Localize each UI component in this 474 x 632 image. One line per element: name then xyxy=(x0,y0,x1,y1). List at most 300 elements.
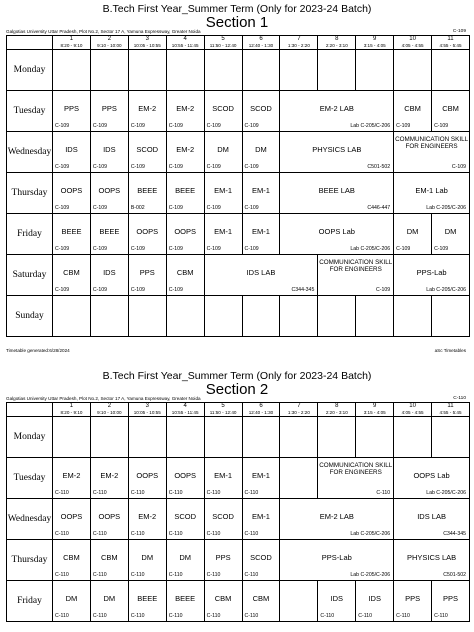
class-cell xyxy=(242,458,280,499)
room-code: C-110 xyxy=(244,490,259,496)
room-code: C-110 xyxy=(358,613,372,619)
class-cell xyxy=(166,458,204,499)
day-label: Saturday xyxy=(7,255,53,296)
empty-cell xyxy=(128,50,166,91)
period-time: 10:05 - 10:55 xyxy=(133,42,161,48)
class-cell xyxy=(128,132,166,173)
empty-cell xyxy=(394,296,432,337)
room-code: Lab C-205/C-206 xyxy=(426,205,466,211)
empty-cell xyxy=(90,417,128,458)
subject-name: DM xyxy=(255,145,267,154)
room-code: C-109 xyxy=(434,123,449,129)
class-cell xyxy=(128,173,166,214)
subject-name: EM-2 LAB xyxy=(319,512,354,521)
empty-cell xyxy=(356,296,394,337)
class-cell xyxy=(242,132,280,173)
section1-room: C-109 xyxy=(452,29,466,34)
class-cell xyxy=(128,540,166,581)
period-header xyxy=(280,36,318,50)
subject-name: EM-2 xyxy=(100,471,119,480)
lab-cell xyxy=(318,458,394,499)
empty-cell xyxy=(280,296,318,337)
subject-name: DM xyxy=(65,594,78,603)
empty-cell xyxy=(204,50,242,91)
period-header xyxy=(356,403,394,417)
class-cell xyxy=(90,91,128,132)
room-code: C-110 xyxy=(244,572,259,578)
period-header xyxy=(394,36,432,50)
room-code: C-110 xyxy=(130,613,145,619)
period-header xyxy=(318,36,356,50)
lab-cell xyxy=(394,132,470,173)
subject-name: PPS xyxy=(63,104,79,113)
empty-cell xyxy=(432,50,470,91)
lab-cell xyxy=(394,458,470,499)
class-cell xyxy=(53,132,91,173)
empty-cell xyxy=(90,296,128,337)
class-cell xyxy=(204,581,242,622)
room-code: C-109 xyxy=(168,287,183,293)
class-cell xyxy=(90,173,128,214)
room-code: C-110 xyxy=(92,572,107,578)
day-row xyxy=(7,173,470,214)
room-code: C-109 xyxy=(55,246,70,252)
empty-cell xyxy=(432,296,470,337)
class-cell xyxy=(53,91,91,132)
period-header xyxy=(280,403,318,417)
day-row xyxy=(7,91,470,132)
period-header xyxy=(242,403,280,417)
empty-cell xyxy=(280,458,318,499)
subject-name: SCOD xyxy=(250,104,272,113)
period-time: 10:55 - 11:45 xyxy=(171,409,199,415)
period-time: 1:30 - 2:20 xyxy=(287,42,310,48)
period-header xyxy=(90,36,128,50)
subject-name: SCOD xyxy=(212,512,234,521)
period-number: 7 xyxy=(297,403,301,409)
room-code: C-109 xyxy=(244,205,259,211)
empty-cell xyxy=(53,296,91,337)
period-number: 6 xyxy=(259,403,263,409)
empty-cell xyxy=(432,417,470,458)
period-header xyxy=(242,36,280,50)
day-label: Friday xyxy=(7,214,53,255)
period-number: 11 xyxy=(447,36,454,42)
room-code: C-109 xyxy=(206,164,221,170)
subject-name: IDS LAB xyxy=(246,268,276,277)
subject-name: EM-1 xyxy=(252,512,270,521)
subject-name: CBM xyxy=(404,104,421,113)
period-time: 4:05 - 4:55 xyxy=(401,42,424,48)
room-code: C-110 xyxy=(206,490,221,496)
room-code: C-110 xyxy=(434,613,448,619)
subject-name: IDS xyxy=(103,268,116,277)
period-time: 10:05 - 10:55 xyxy=(133,409,161,415)
class-cell xyxy=(356,581,394,622)
asc-timetables-note: aSc Timetables xyxy=(434,348,466,353)
subject-name: CBM xyxy=(63,268,80,277)
day-label: Thursday xyxy=(7,540,53,581)
empty-cell xyxy=(166,50,204,91)
period-number: 10 xyxy=(409,36,416,42)
period-number: 9 xyxy=(373,403,377,409)
class-cell xyxy=(204,91,242,132)
period-time: 4:55 - 5:45 xyxy=(439,409,462,415)
subject-name: PPS-Lab xyxy=(416,268,447,277)
class-cell xyxy=(166,91,204,132)
subject-name: SCOD xyxy=(212,104,234,113)
subject-name: OOPS xyxy=(136,471,159,480)
subject-name: EM-2 xyxy=(176,104,195,113)
subject-name: PHYSICS LAB xyxy=(312,145,362,154)
period-number: 4 xyxy=(183,403,187,409)
empty-cell xyxy=(394,417,432,458)
period-number: 3 xyxy=(145,403,149,409)
class-cell xyxy=(204,458,242,499)
subject-name: CBM xyxy=(252,594,270,603)
day-row xyxy=(7,50,470,91)
period-header xyxy=(90,403,128,417)
room-code: C-109 xyxy=(55,287,70,293)
empty-cell xyxy=(356,50,394,91)
subject-name: COMMUNICATION SKILL FOR ENGINEERS xyxy=(319,462,393,476)
timetable-generated-note: Timetable generated:6/28/2024 xyxy=(6,348,70,353)
room-code: C-109 xyxy=(434,246,449,252)
class-cell xyxy=(394,91,432,132)
room-code: C-109 xyxy=(168,123,183,129)
period-time: 3:15 - 4:05 xyxy=(363,42,386,48)
subject-name: SCOD xyxy=(136,145,159,154)
subject-name: EM-2 LAB xyxy=(319,104,354,113)
room-code: C-109 xyxy=(376,287,391,293)
class-cell xyxy=(166,581,204,622)
subject-name: DM xyxy=(406,227,419,236)
day-label: Tuesday xyxy=(7,91,53,132)
room-code: C-109 xyxy=(244,164,259,170)
subject-name: CBM xyxy=(442,104,459,113)
day-row xyxy=(7,540,470,581)
class-cell xyxy=(166,499,204,540)
subject-name: BEEE LAB xyxy=(318,186,355,195)
day-label: Sunday xyxy=(7,296,53,337)
room-code: C-109 xyxy=(55,205,70,211)
room-code: C-109 xyxy=(55,123,70,129)
subject-name: PHYSICS LAB xyxy=(406,553,457,562)
section2-room: C-110 xyxy=(453,396,466,401)
lab-cell xyxy=(204,255,318,296)
room-code: C-109 xyxy=(92,123,108,129)
empty-cell xyxy=(204,417,242,458)
empty-cell xyxy=(242,50,280,91)
period-time: 8:20 - 9:10 xyxy=(60,409,83,415)
class-cell xyxy=(242,499,280,540)
subject-name: EM-2 xyxy=(176,145,195,154)
class-cell xyxy=(53,458,91,499)
room-code: C-110 xyxy=(396,613,410,619)
subject-name: EM-2 xyxy=(138,104,157,113)
subject-name: OOPS xyxy=(174,227,197,236)
subject-name: BEEE xyxy=(175,594,196,603)
day-row xyxy=(7,132,470,173)
section1-address: Galgotias University Uttar Pradesh, Plot No.2, Sector 17 A, Yamuna Expressway, Greater Noida xyxy=(6,29,201,34)
period-header xyxy=(432,403,470,417)
day-label: Monday xyxy=(7,50,53,91)
day-label: Wednesday xyxy=(7,499,53,540)
room-code: C446-447 xyxy=(367,205,391,211)
class-cell xyxy=(53,255,91,296)
period-number: 3 xyxy=(145,36,149,42)
class-cell xyxy=(394,214,432,255)
period-header xyxy=(166,403,204,417)
room-code: C-109 xyxy=(244,246,259,252)
period-time: 12:40 - 1:30 xyxy=(248,409,274,415)
lab-cell xyxy=(394,499,470,540)
class-cell xyxy=(204,173,242,214)
period-number: 5 xyxy=(221,403,225,409)
period-number: 9 xyxy=(373,36,377,42)
room-code: C-110 xyxy=(376,490,391,496)
class-cell xyxy=(128,214,166,255)
period-header xyxy=(128,36,166,50)
room-code: C-109 xyxy=(92,287,108,293)
lab-cell xyxy=(394,540,470,581)
subject-name: CBM xyxy=(214,594,232,603)
day-row xyxy=(7,296,470,337)
class-cell xyxy=(242,214,280,255)
room-code: C-110 xyxy=(92,490,107,496)
room-code: C501-502 xyxy=(443,572,466,578)
room-code: C-110 xyxy=(206,572,221,578)
period-time: 2:20 - 3:10 xyxy=(325,409,348,415)
subject-name: IDS xyxy=(368,594,381,603)
room-code: C-110 xyxy=(92,613,107,619)
room-code: C-110 xyxy=(55,572,69,578)
class-cell xyxy=(204,132,242,173)
period-number: 7 xyxy=(297,36,301,42)
lab-cell xyxy=(280,214,394,255)
room-code: C-110 xyxy=(130,490,145,496)
subject-name: SCOD xyxy=(250,553,272,562)
subject-name: PPS xyxy=(443,594,459,603)
subject-name: IDS xyxy=(103,145,116,154)
lab-cell xyxy=(394,173,470,214)
room-code: Lab C-205/C-206 xyxy=(350,531,391,537)
class-cell xyxy=(394,581,432,622)
subject-name: EM-1 xyxy=(214,471,233,480)
empty-cell xyxy=(128,417,166,458)
day-row xyxy=(7,255,470,296)
lab-cell xyxy=(280,499,394,540)
subject-name: BEEE xyxy=(137,186,158,195)
class-cell xyxy=(53,173,91,214)
subject-name: COMMUNICATION SKILL FOR ENGINEERS xyxy=(319,259,393,273)
room-code: C-110 xyxy=(168,490,183,496)
subject-name: DM xyxy=(103,594,116,603)
class-cell xyxy=(318,581,356,622)
room-code: B-002 xyxy=(130,205,145,211)
room-code: C-109 xyxy=(168,205,183,211)
room-code: C-110 xyxy=(320,613,335,619)
room-code: Lab C-205/C-206 xyxy=(350,123,391,129)
period-number: 10 xyxy=(409,403,416,409)
period-header xyxy=(128,403,166,417)
empty-cell xyxy=(280,581,318,622)
subject-name: EM-2 xyxy=(138,512,157,521)
day-row xyxy=(7,458,470,499)
room-code: C-109 xyxy=(168,246,183,252)
day-label: Friday xyxy=(7,581,53,622)
day-label: Tuesday xyxy=(7,458,53,499)
period-time: 2:20 - 3:10 xyxy=(325,42,348,48)
period-number: 11 xyxy=(447,403,454,409)
period-number: 1 xyxy=(69,403,74,409)
room-code: Lab C-205/C-206 xyxy=(350,572,391,578)
room-code: C-109 xyxy=(206,205,221,211)
room-code: C-109 xyxy=(206,123,221,129)
period-time: 3:15 - 4:05 xyxy=(363,409,386,415)
class-cell xyxy=(166,540,204,581)
lab-cell xyxy=(280,132,394,173)
subject-name: SCOD xyxy=(174,512,196,521)
subject-name: OOPS xyxy=(60,186,83,195)
room-code: C-110 xyxy=(55,613,69,619)
period-number: 2 xyxy=(107,36,112,42)
subject-name: OOPS xyxy=(98,186,121,195)
empty-cell xyxy=(356,417,394,458)
subject-name: EM-1 Lab xyxy=(415,186,448,195)
room-code: C-110 xyxy=(168,572,183,578)
room-code: C-110 xyxy=(55,490,69,496)
subject-name: BEEE xyxy=(175,186,196,195)
lab-cell xyxy=(280,540,394,581)
class-cell xyxy=(242,173,280,214)
period-time: 9:10 - 10:00 xyxy=(97,42,122,48)
subject-name: DM xyxy=(179,553,191,562)
class-cell xyxy=(128,458,166,499)
room-code: C-109 xyxy=(206,246,221,252)
period-time: 8:20 - 9:10 xyxy=(60,42,83,48)
class-cell xyxy=(128,91,166,132)
section2-timetable xyxy=(6,402,470,622)
lab-cell xyxy=(280,173,394,214)
room-code: C-110 xyxy=(244,613,259,619)
lab-cell xyxy=(280,91,394,132)
class-cell xyxy=(242,540,280,581)
period-number: 8 xyxy=(335,36,339,42)
class-cell xyxy=(90,581,128,622)
class-cell xyxy=(128,255,166,296)
period-header xyxy=(204,36,242,50)
class-cell xyxy=(53,499,91,540)
class-cell xyxy=(90,540,128,581)
class-cell xyxy=(242,91,280,132)
period-number: 2 xyxy=(107,403,112,409)
period-header xyxy=(204,403,242,417)
subject-name: PPS-Lab xyxy=(321,553,352,562)
day-row xyxy=(7,214,470,255)
subject-name: PPS xyxy=(101,104,117,113)
subject-name: PPS xyxy=(139,268,155,277)
class-cell xyxy=(53,581,91,622)
section1-timetable xyxy=(6,35,470,337)
day-row xyxy=(7,417,470,458)
room-code: C-110 xyxy=(168,531,183,537)
subject-name: OOPS Lab xyxy=(413,471,450,480)
section2-address: Galgotias University Uttar Pradesh, Plot No.2, Sector 17 A, Yamuna Expressway, Greater Noida xyxy=(6,396,201,401)
period-time: 11:50 - 12:40 xyxy=(209,42,237,48)
empty-cell xyxy=(53,417,91,458)
period-number: 4 xyxy=(183,36,187,42)
period-number: 5 xyxy=(221,36,225,42)
room-code: C-109 xyxy=(130,123,145,129)
subject-name: CBM xyxy=(176,268,194,277)
period-number: 6 xyxy=(259,36,263,42)
class-cell xyxy=(242,581,280,622)
class-cell xyxy=(432,91,470,132)
room-code: C-109 xyxy=(92,205,108,211)
class-cell xyxy=(90,499,128,540)
class-cell xyxy=(432,214,470,255)
class-cell xyxy=(90,458,128,499)
header-corner-cell xyxy=(7,36,53,50)
room-code: Lab C-205/C-206 xyxy=(426,490,466,496)
room-code: C-110 xyxy=(130,531,145,537)
empty-cell xyxy=(318,417,356,458)
day-label: Monday xyxy=(7,417,53,458)
class-cell xyxy=(53,214,91,255)
room-code: C-109 xyxy=(130,164,145,170)
period-time: 1:30 - 2:20 xyxy=(287,409,310,415)
empty-cell xyxy=(394,50,432,91)
empty-cell xyxy=(166,296,204,337)
subject-name: EM-1 xyxy=(214,227,233,236)
room-code: C-109 xyxy=(244,123,259,129)
period-number: 1 xyxy=(69,36,74,42)
period-header xyxy=(53,403,91,417)
section2-heading: Section 2 xyxy=(205,381,269,398)
room-code: C-109 xyxy=(130,246,145,252)
subject-name: PPS xyxy=(215,553,231,562)
class-cell xyxy=(128,499,166,540)
subject-name: EM-1 xyxy=(252,227,270,236)
period-time: 11:50 - 12:40 xyxy=(209,409,237,415)
class-cell xyxy=(166,255,204,296)
subject-name: CBM xyxy=(101,553,118,562)
period-header xyxy=(356,36,394,50)
class-cell xyxy=(90,255,128,296)
empty-cell xyxy=(128,296,166,337)
day-label: Wednesday xyxy=(7,132,53,173)
subject-name: IDS LAB xyxy=(417,512,446,521)
subject-name: COMMUNICATION SKILL FOR ENGINEERS xyxy=(395,136,469,150)
day-row xyxy=(7,499,470,540)
class-cell xyxy=(204,214,242,255)
period-time: 10:55 - 11:45 xyxy=(171,42,199,48)
room-code: C-110 xyxy=(206,613,221,619)
subject-name: IDS xyxy=(330,594,344,603)
subject-name: BEEE xyxy=(99,227,120,236)
subject-name: EM-1 xyxy=(252,471,270,480)
subject-name: DM xyxy=(217,145,229,154)
section2-title: B.Tech First Year_Summer Term (Only for 2023-24 Batch) xyxy=(102,370,372,382)
class-cell xyxy=(204,540,242,581)
subject-name: OOPS xyxy=(60,512,83,521)
room-code: C-110 xyxy=(206,531,221,537)
day-row xyxy=(7,581,470,622)
empty-cell xyxy=(318,50,356,91)
class-cell xyxy=(90,132,128,173)
room-code: C-109 xyxy=(55,164,70,170)
